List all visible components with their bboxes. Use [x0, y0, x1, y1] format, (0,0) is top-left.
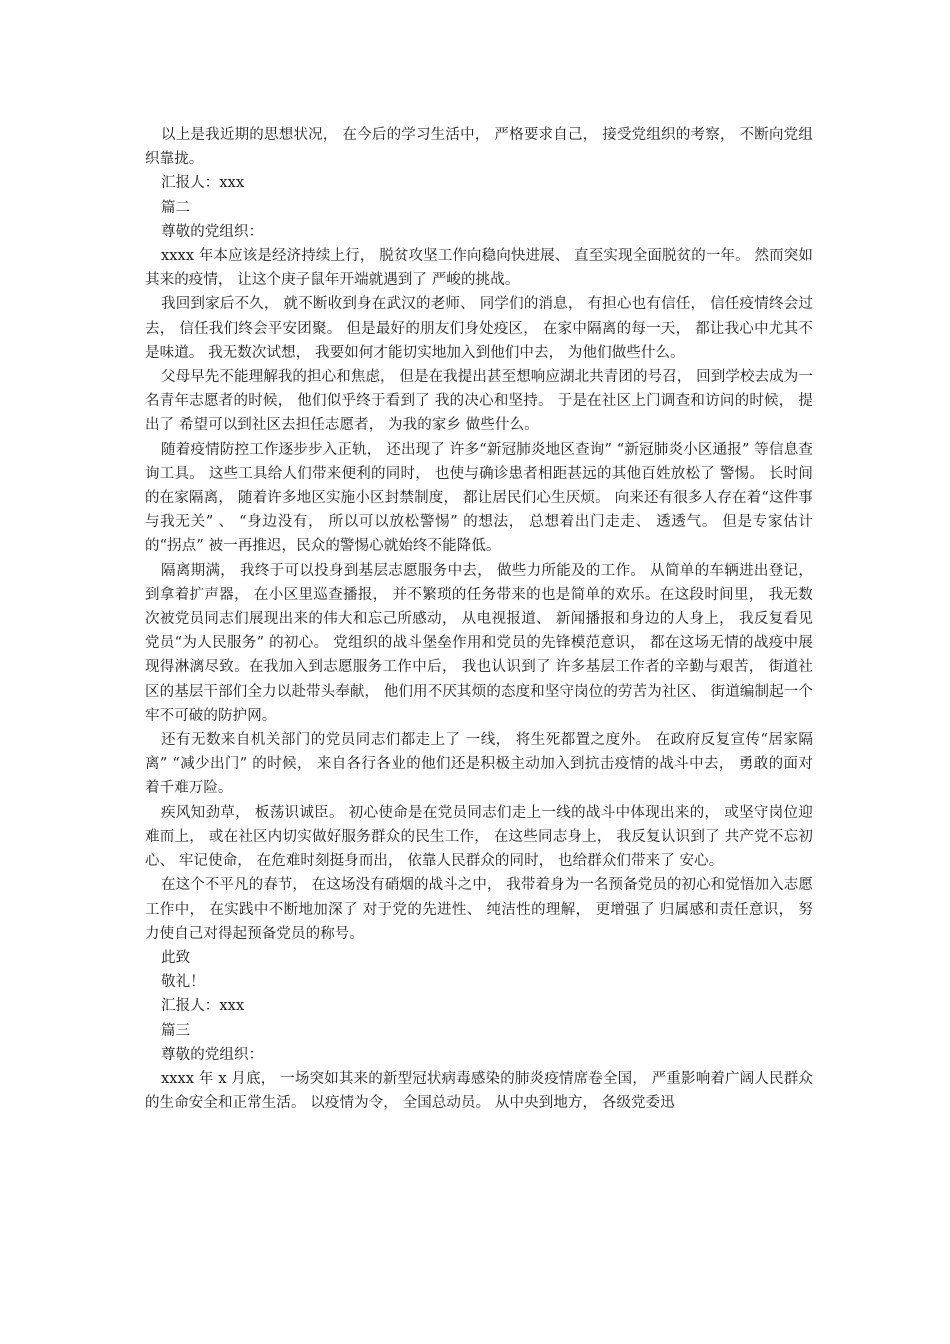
salutation: 尊敬的党组织： [161, 1046, 264, 1063]
section-heading: 篇三 [161, 1022, 191, 1039]
paragraph: 在这个不平凡的春节， 在这场没有硝烟的战斗之中， 我带着身为一名预备党员的初心和觉悟加入志愿工作中， 在实践中不断地加深了 对于党的先进性、 纯洁性的理解， 更增强了 归属感和责任意识， 努力使自己对得起预备党员的称号。 [145, 877, 813, 942]
salutation: 尊敬的党组织： [161, 223, 264, 240]
reporter-signature: 汇报人：xxx [161, 998, 245, 1015]
paragraph: 随着疫情防控工作逐步步入正轨， 还出现了 许多“新冠肺炎地区查询” “新冠肺炎小区通报” 等信息查询工具。 这些工具给人们带来便利的同时， 也使与确诊患者相距甚远的其他百姓放松了 警惕。 长时间的在家隔离， 随着许多地区实施小区封禁制度， 都让居民们心生厌烦。 向来还有很多人存在着“这件事与我无关” 、 “身边没有， 所以可以放松警惕” 的想法， 总想着出门走走、 透透气。 但是专家估计的“拐点” 被一再推迟，民众的警惕心就始终不能降低。 [145, 441, 813, 555]
paragraph: 父母早先不能理解我的担心和焦虑， 但是在我提出甚至想响应湖北共青团的号召， 回到学校去成为一名青年志愿者的时候， 他们似乎终于看到了 我的决心和坚持。 于是在社区上门调查和访问的时候， 提出了 希望可以到社区去担任志愿者， 为我的家乡 做些什么。 [145, 369, 813, 434]
paragraph: 隔离期满， 我终于可以投身到基层志愿服务中去， 做些力所能及的工作。 从简单的车辆进出登记， 到拿着扩声器， 在小区里巡查播报， 并不繁琐的任务带来的也是简单的欢乐。在这段时间里， 我无数次被党员同志们展现出来的伟大和忘己所感动， 从电视报道、 新闻播报和身边的人身上， 我反复看见党员“为人民服务” 的初心。 党组织的战斗堡垒作用和党员的先锋模范意识， 都在这场无情的战疫中展现得淋漓尽致。在我加入到志愿服务工作中后， 我也认识到了 许多基层工作者的辛勤与艰苦， 街道社区的基层干部们全力以赴带头奉献， 他们用不厌其烦的态度和坚守岗位的劳苦为社区、 街道编制起一个牢不可破的防护网。 [145, 562, 813, 724]
section-heading: 篇二 [161, 199, 191, 216]
document-body [145, 123, 813, 1115]
reporter-signature: 汇报人：xxx [161, 175, 245, 192]
paragraph: 还有无数来自机关部门的党员同志们都走上了 一线， 将生死都置之度外。 在政府反复宣传“居家隔离” “减少出门” 的时候， 来自各行各业的他们还是积极主动加入到抗击疫情的战斗中去， 勇敢的面对着千难万险。 [145, 732, 813, 797]
closing-salute: 敬礼！ [161, 974, 205, 991]
paragraph-closing-summary: 以上是我近期的思想状况， 在今后的学习生活中， 严格要求自己， 接受党组织的考察， 不断向党组织靠拢。 [145, 127, 813, 168]
paragraph: 疾风知劲草， 板荡识诚臣。 初心使命是在党员同志们走上一线的战斗中体现出来的， 或坚守岗位迎难而上， 或在社区内切实做好服务群众的民生工作， 在这些同志身上， 我反复认识到了 共产党不忘初心、 牢记使命， 在危难时刻挺身而出， 依靠人民群众的同时， 也给群众们带来了 安心。 [145, 804, 813, 870]
paragraph: 我回到家后不久， 就不断收到身在武汉的老师、 同学们的消息， 有担心也有信任， 信任疫情终会过去， 信任我们终会平安团聚。 但是最好的朋友们身处疫区， 在家中隔离的每一天， 都让我心中尤其不是味道。 我无数次试想， 我要如何才能切实地加入到他们中去， 为他们做些什么。 [145, 296, 813, 361]
paragraph: xxxx 年 x 月底， 一场突如其来的新型冠状病毒感染的肺炎疫情席卷全国， 严重影响着广阔人民群众的生命安全和正常生活。 以疫情为令， 全国总动员。 从中央到地方， 各级党委迅 [145, 1070, 813, 1112]
paragraph: xxxx 年本应该是经济持续上行， 脱贫攻坚工作向稳向快进展、 直至实现全面脱贫的一年。 然而突如其来的疫情， 让这个庚子鼠年开端就遇到了 严峻的挑战。 [145, 248, 813, 289]
closing-phrase: 此致 [161, 949, 191, 966]
